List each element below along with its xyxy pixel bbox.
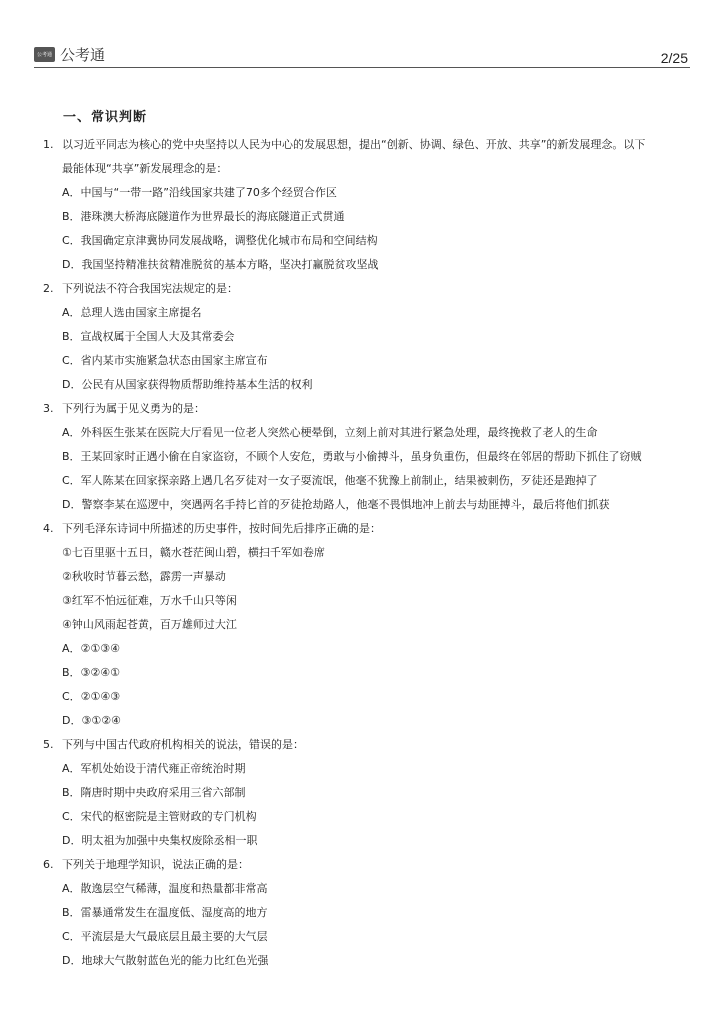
question-stem: 以习近平同志为核心的党中央坚持以人民为中心的发展思想，提出“创新、协调、绿色、开放、共享”的新发展理念。以下 <box>62 138 646 151</box>
answer-option: D．公民有从国家获得物质帮助维持基本生活的权利 <box>62 378 313 391</box>
question-1 <box>0 133 724 277</box>
question-number: 4. <box>43 522 54 535</box>
answer-option: A．中国与“一带一路”沿线国家共建了70多个经贸合作区 <box>62 186 337 199</box>
option-row <box>0 901 724 925</box>
question-number: 2. <box>43 282 54 295</box>
logo-text: 公考通 <box>60 46 106 64</box>
question-line <box>0 541 724 565</box>
question-5 <box>0 733 724 853</box>
question-6 <box>0 853 724 973</box>
question-2 <box>0 277 724 397</box>
page-header <box>34 40 690 68</box>
option-row <box>0 781 724 805</box>
logo <box>34 44 105 65</box>
answer-option: B．隋唐时期中央政府采用三省六部制 <box>62 786 246 799</box>
question-number: 1. <box>43 138 54 151</box>
answer-option: D．地球大气散射蓝色光的能力比红色光强 <box>62 954 269 967</box>
question-stem-line: ③红军不怕远征难，万水千山只等闲 <box>62 594 237 607</box>
question-4 <box>0 517 724 733</box>
option-row <box>0 469 724 493</box>
question-line <box>0 613 724 637</box>
option-row <box>0 205 724 229</box>
question-number: 6. <box>43 858 54 871</box>
option-row <box>0 685 724 709</box>
question-line <box>0 589 724 613</box>
option-row <box>0 349 724 373</box>
option-row <box>0 829 724 853</box>
option-row <box>0 421 724 445</box>
question-line <box>0 565 724 589</box>
option-row <box>0 493 724 517</box>
question-3 <box>0 397 724 517</box>
question-number: 5. <box>43 738 54 751</box>
option-row <box>0 229 724 253</box>
answer-option: C．我国确定京津冀协同发展战略，调整优化城市布局和空间结构 <box>62 234 378 247</box>
answer-option: B．港珠澳大桥海底隧道作为世界最长的海底隧道正式贯通 <box>62 210 345 223</box>
option-row <box>0 877 724 901</box>
question-stem-line: ①七百里驱十五日，赣水苍茫闽山碧，横扫千军如卷席 <box>62 546 325 559</box>
header-divider <box>34 67 690 68</box>
option-row <box>0 805 724 829</box>
question-stem-line: 最能体现“共享”新发展理念的是： <box>62 162 228 175</box>
logo-icon: 公考通 <box>34 47 55 62</box>
question-line <box>0 133 724 157</box>
question-stem: 下列与中国古代政府机构相关的说法，错误的是： <box>62 738 304 751</box>
answer-option: A．总理人选由国家主席提名 <box>62 306 202 319</box>
section-title: 一、常识判断 <box>63 110 148 125</box>
option-row <box>0 301 724 325</box>
question-line <box>0 733 724 757</box>
option-row <box>0 637 724 661</box>
answer-option: D．我国坚持精准扶贫精准脱贫的基本方略，坚决打赢脱贫攻坚战 <box>62 258 379 271</box>
answer-option: C．平流层是大气最底层且最主要的大气层 <box>62 930 268 943</box>
question-stem-line: ④钟山风雨起苍黄，百万雄师过大江 <box>62 618 237 631</box>
question-line <box>0 853 724 877</box>
answer-option: B．王某回家时正遇小偷在自家盗窃，不顾个人安危，勇敢与小偷搏斗，虽身负重伤，但最终在邻居的帮助下抓住了窃贼 <box>62 450 642 463</box>
answer-option: A．②①③④ <box>62 642 120 655</box>
answer-option: A．军机处始设于清代雍正帝统治时期 <box>62 762 246 775</box>
answer-option: B．雷暴通常发生在温度低、湿度高的地方 <box>62 906 268 919</box>
question-stem-line: ②秋收时节暮云愁，霹雳一声暴动 <box>62 570 226 583</box>
question-line <box>0 517 724 541</box>
question-line <box>0 397 724 421</box>
question-stem: 下列关于地理学知识，说法正确的是： <box>62 858 249 871</box>
option-row <box>0 445 724 469</box>
answer-option: A．外科医生张某在医院大厅看见一位老人突然心梗晕倒，立刻上前对其进行紧急处理，最终挽救了老人的生命 <box>62 426 598 439</box>
option-row <box>0 373 724 397</box>
answer-option: D．明太祖为加强中央集权废除丞相一职 <box>62 834 258 847</box>
option-row <box>0 925 724 949</box>
answer-option: C．宋代的枢密院是主管财政的专门机构 <box>62 810 257 823</box>
option-row <box>0 253 724 277</box>
option-row <box>0 661 724 685</box>
answer-option: C．军人陈某在回家探亲路上遇几名歹徒对一女子耍流氓，他毫不犹豫上前制止，结果被刺伤，歹徒还是跑掉了 <box>62 474 598 487</box>
answer-option: C．②①④③ <box>62 690 121 703</box>
question-line <box>0 157 724 181</box>
option-row <box>0 709 724 733</box>
answer-option: D．警察李某在巡逻中，突遇两名手持匕首的歹徒抢劫路人，他毫不畏惧地冲上前去与劫匪搏斗，最后将他们抓获 <box>62 498 610 511</box>
question-stem: 下列行为属于见义勇为的是： <box>62 402 205 415</box>
question-stem: 下列毛泽东诗词中所描述的历史事件，按时间先后排序正确的是： <box>62 522 381 535</box>
option-row <box>0 757 724 781</box>
question-line <box>0 277 724 301</box>
answer-option: B．③②④① <box>62 666 120 679</box>
option-row <box>0 949 724 973</box>
answer-option: C．省内某市实施紧急状态由国家主席宣布 <box>62 354 268 367</box>
question-number: 3. <box>43 402 54 415</box>
answer-option: B．宣战权属于全国人大及其常委会 <box>62 330 235 343</box>
answer-option: D．③①②④ <box>62 714 121 727</box>
option-row <box>0 325 724 349</box>
question-list <box>0 133 724 973</box>
question-stem: 下列说法不符合我国宪法规定的是： <box>62 282 238 295</box>
answer-option: A．散逸层空气稀薄，温度和热量都非常高 <box>62 882 268 895</box>
page-number: 2/25 <box>660 50 688 66</box>
option-row <box>0 181 724 205</box>
